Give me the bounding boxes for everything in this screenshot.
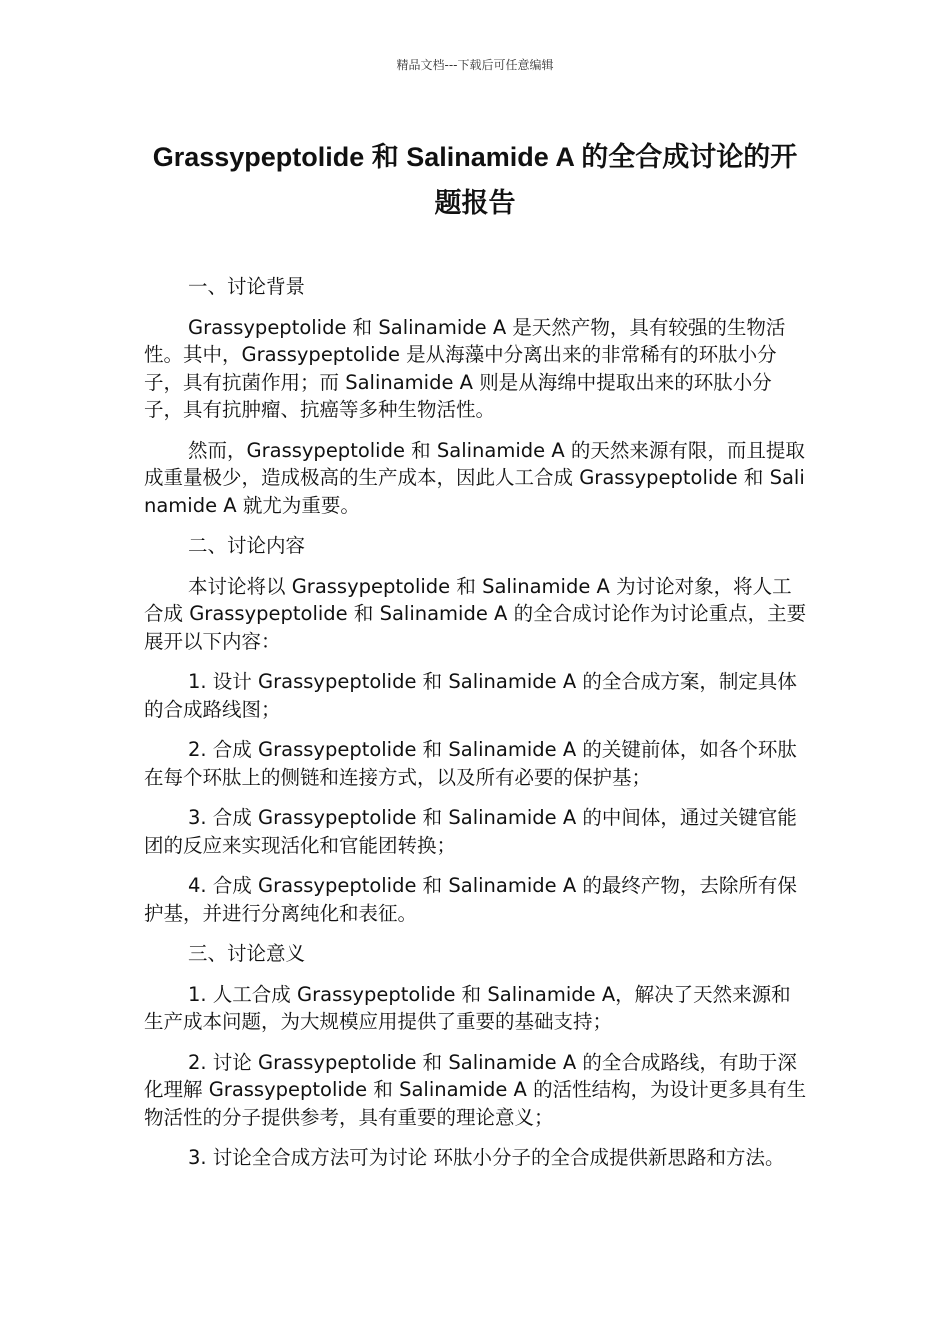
document-body [144,273,808,1185]
significance-list-item: 2. 讨论 Grassypeptolide 和 Salinamide A 的全合成路线，有助于深化理解 Grassypeptolide 和 Salinamide A 的活性结构，为设计更多具有生物活性的分子提供参考，具有重要的理论意义； [144,1050,807,1129]
section-heading-background: 一、讨论背景 [188,275,306,298]
page-header: 精品文档---下载后可任意编辑 [396,58,554,72]
section-heading-significance: 三、讨论意义 [188,942,306,965]
background-paragraph-1: Grassypeptolide 和 Salinamide A 是天然产物，具有较强的生物活性。其中，Grassypeptolide 是从海藻中分离出来的非常稀有的环肽小分子，具有抗菌作用；而 Salinamide A 则是从海绵中提取出来的环肽小分子，具有抗肿瘤、抗癌等多种生物活性。 [144,315,786,421]
document-title: Grassypeptolide 和 Salinamide A 的全合成讨论的开题报告 [152,142,798,218]
significance-list-item: 3. 讨论全合成方法可为讨论 环肽小分子的全合成提供新思路和方法。 [188,1146,785,1169]
significance-list-item: 1. 人工合成 Grassypeptolide 和 Salinamide A，解决了天然来源和生产成本问题，为大规模应用提供了重要的基础支持； [144,982,791,1033]
section-heading-content: 二、讨论内容 [188,534,306,557]
content-intro-paragraph: 本讨论将以 Grassypeptolide 和 Salinamide A 为讨论对象，将人工合成 Grassypeptolide 和 Salinamide A 的全合成讨论作为讨论重点，主要展开以下内容： [144,574,807,653]
content-list-item: 1. 设计 Grassypeptolide 和 Salinamide A 的全合成方案，制定具体的合成路线图； [144,670,797,721]
content-list-item: 2. 合成 Grassypeptolide 和 Salinamide A 的关键前体，如各个环肽在每个环肽上的侧链和连接方式，以及所有必要的保护基； [144,738,797,789]
content-list-item: 3. 合成 Grassypeptolide 和 Salinamide A 的中间体，通过关键官能团的反应来实现活化和官能团转换； [144,806,797,857]
background-paragraph-2: 然而，Grassypeptolide 和 Salinamide A 的天然来源有限，而且提取成重量极少，造成极高的生产成本，因此人工合成 Grassypeptolide 和 Salinamide A 就尤为重要。 [144,438,805,517]
content-list-item: 4. 合成 Grassypeptolide 和 Salinamide A 的最终产物，去除所有保护基，并进行分离纯化和表征。 [144,874,797,925]
